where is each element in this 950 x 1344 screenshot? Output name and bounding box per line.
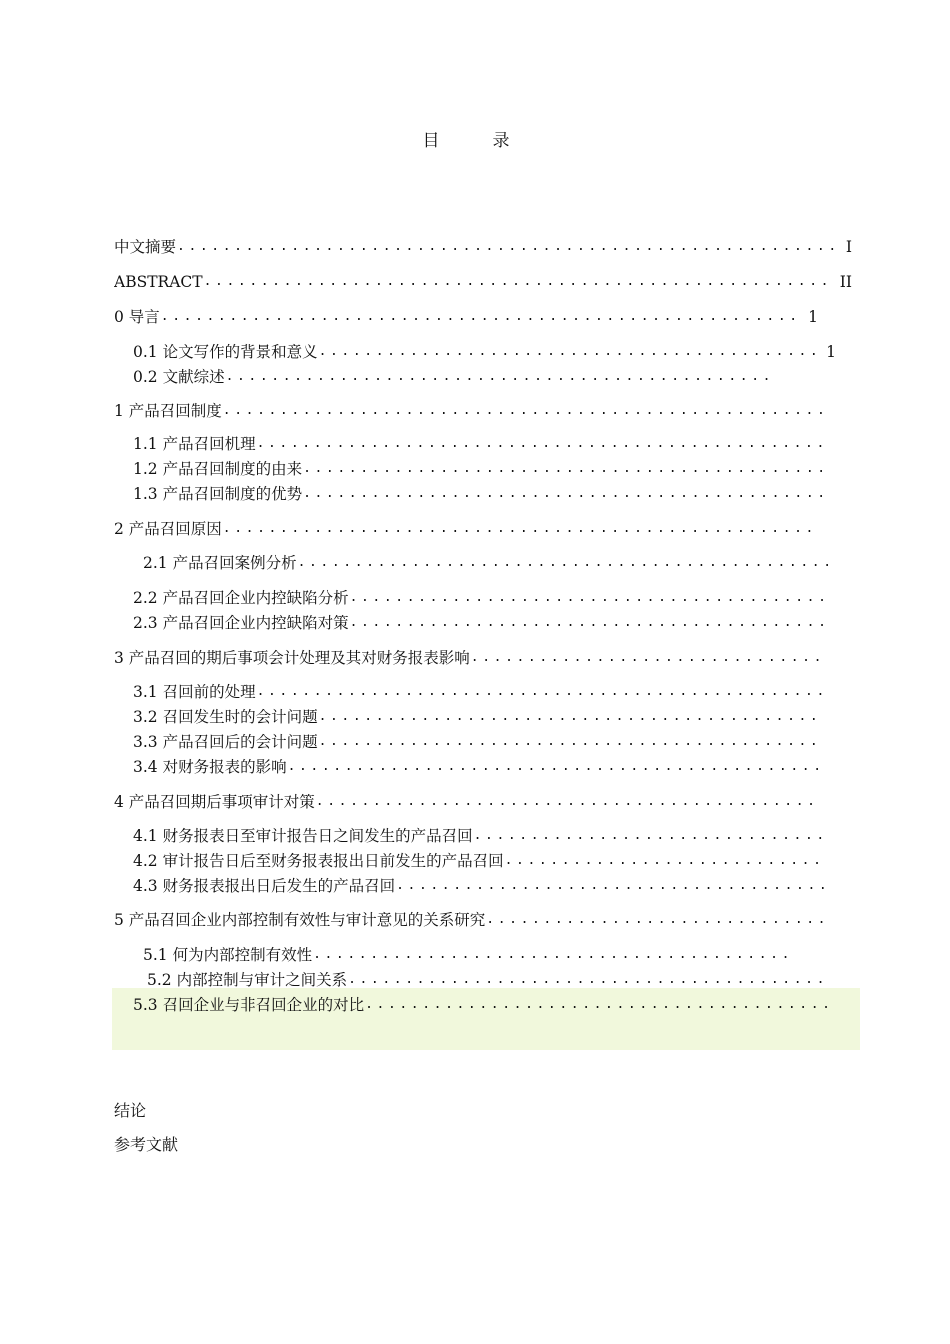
toc-entry[interactable] bbox=[133, 731, 834, 753]
toc-entry-label: 3.1 召回前的处理 bbox=[133, 683, 256, 701]
toc-entry-label: ABSTRACT bbox=[114, 273, 203, 291]
toc-entry[interactable] bbox=[114, 236, 852, 258]
toc-entry[interactable] bbox=[114, 271, 852, 293]
toc-leader-dots: ............................................... bbox=[297, 555, 835, 570]
toc-entry-label: 3.2 召回发生时的会计问题 bbox=[133, 708, 318, 726]
toc-leader-dots: .......................................... bbox=[349, 590, 830, 605]
toc-entry[interactable] bbox=[133, 875, 834, 897]
toc-entry[interactable] bbox=[114, 647, 834, 669]
toc-entry-page: 1 bbox=[808, 308, 818, 326]
toc-leader-dots: ............................ bbox=[504, 853, 825, 868]
toc-entry[interactable] bbox=[133, 341, 836, 363]
toc-leader-dots: ........................................................ bbox=[160, 309, 801, 324]
toc-entry[interactable] bbox=[133, 681, 834, 703]
toc-entry-label: 0.2 文献综述 bbox=[133, 368, 225, 386]
toc-leader-dots: ............................... bbox=[473, 828, 828, 843]
toc-leader-dots: .............................. bbox=[486, 912, 830, 927]
toc-entry[interactable] bbox=[114, 909, 834, 931]
references-heading: 参考文献 bbox=[114, 1135, 179, 1154]
toc-entry-label: 中文摘要 bbox=[114, 238, 177, 256]
toc-entry-label: 5 产品召回企业内部控制有效性与审计意见的关系研究 bbox=[114, 911, 486, 929]
toc-entry[interactable] bbox=[133, 850, 834, 872]
toc-entry[interactable] bbox=[133, 994, 842, 1016]
toc-leader-dots: ............................... bbox=[470, 650, 826, 665]
toc-entry[interactable] bbox=[133, 366, 786, 388]
toc-entry-label: 2.2 产品召回企业内控缺陷分析 bbox=[133, 589, 349, 607]
toc-entry-page: 1 bbox=[826, 343, 836, 361]
toc-entry-label: 4.3 财务报表报出日后发生的产品召回 bbox=[133, 877, 396, 895]
toc-leader-dots: ............................................ bbox=[318, 709, 822, 724]
toc-leader-dots: .......................................... bbox=[348, 972, 828, 987]
toc-entry[interactable] bbox=[114, 791, 822, 813]
toc-entry[interactable] bbox=[114, 306, 818, 328]
toc-entry-label: 2.1 产品召回案例分析 bbox=[143, 554, 297, 572]
toc-entry[interactable] bbox=[133, 483, 834, 505]
toc-entry[interactable] bbox=[114, 400, 834, 422]
toc-leader-dots: ............................................... bbox=[287, 759, 825, 774]
toc-entry[interactable] bbox=[133, 612, 834, 634]
toc-leader-dots: ............................................ bbox=[318, 734, 822, 749]
toc-leader-dots: .......................................... bbox=[313, 947, 793, 962]
conclusion-heading: 结论 bbox=[114, 1101, 147, 1120]
toc-entry[interactable] bbox=[133, 825, 834, 847]
toc-entry-label: 3.4 对财务报表的影响 bbox=[133, 758, 287, 776]
toc-title: 目 录 bbox=[422, 131, 528, 151]
toc-leader-dots: .......................................................... bbox=[177, 239, 840, 254]
toc-entry[interactable] bbox=[133, 433, 834, 455]
toc-entry-label: 1 产品召回制度 bbox=[114, 402, 222, 420]
toc-leader-dots: ..................................................... bbox=[222, 403, 829, 418]
toc-leader-dots: ...................................... bbox=[396, 878, 831, 893]
toc-entry-label: 3 产品召回的期后事项会计处理及其对财务报表影响 bbox=[114, 649, 470, 667]
toc-entry-label: 5.2 内部控制与审计之间关系 bbox=[147, 971, 348, 989]
toc-leader-dots: ............................................ bbox=[315, 794, 819, 809]
toc-entry-label: 4 产品召回期后事项审计对策 bbox=[114, 793, 315, 811]
toc-entry-label: 0 导言 bbox=[114, 308, 160, 326]
toc-entry[interactable] bbox=[147, 969, 834, 991]
toc-entry-page: II bbox=[839, 273, 852, 291]
toc-entry-label: 0.1 论文写作的背景和意义 bbox=[133, 343, 318, 361]
toc-entry[interactable] bbox=[114, 518, 822, 540]
toc-entry-label: 5.1 何为内部控制有效性 bbox=[143, 946, 313, 964]
toc-leader-dots: .......................................... bbox=[349, 615, 830, 630]
toc-leader-dots: .............................................. bbox=[303, 486, 829, 501]
toc-entry-label: 4.1 财务报表日至审计报告日之间发生的产品召回 bbox=[133, 827, 473, 845]
toc-entry-label: 3.3 产品召回后的会计问题 bbox=[133, 733, 318, 751]
toc-leader-dots: ............................................ bbox=[318, 344, 822, 359]
toc-entry[interactable] bbox=[143, 944, 804, 966]
toc-leader-dots: .............................................. bbox=[303, 461, 829, 476]
toc-leader-dots: .................................................... bbox=[222, 521, 817, 536]
toc-entry-label: 4.2 审计报告日后至财务报表报出日前发生的产品召回 bbox=[133, 852, 504, 870]
toc-entry[interactable] bbox=[133, 756, 834, 778]
toc-leader-dots: ....................................................... bbox=[203, 274, 833, 289]
toc-entry-label: 1.1 产品召回机理 bbox=[133, 435, 256, 453]
toc-entry-page: I bbox=[845, 238, 852, 256]
toc-leader-dots: ................................................ bbox=[225, 369, 775, 384]
toc-leader-dots: .................................................. bbox=[256, 436, 828, 451]
toc-leader-dots: .................................................. bbox=[256, 684, 828, 699]
toc-entry-label: 5.3 召回企业与非召回企业的对比 bbox=[133, 996, 365, 1014]
toc-entry[interactable] bbox=[133, 587, 834, 609]
toc-entry-label: 2 产品召回原因 bbox=[114, 520, 222, 538]
toc-entry-label: 1.2 产品召回制度的由来 bbox=[133, 460, 303, 478]
toc-entry-label: 2.3 产品召回企业内控缺陷对策 bbox=[133, 614, 349, 632]
toc-entry[interactable] bbox=[133, 706, 834, 728]
toc-leader-dots: ......................................... bbox=[365, 997, 834, 1012]
toc-entry-label: 1.3 产品召回制度的优势 bbox=[133, 485, 303, 503]
toc-entry[interactable] bbox=[143, 552, 842, 574]
toc-entry[interactable] bbox=[133, 458, 834, 480]
